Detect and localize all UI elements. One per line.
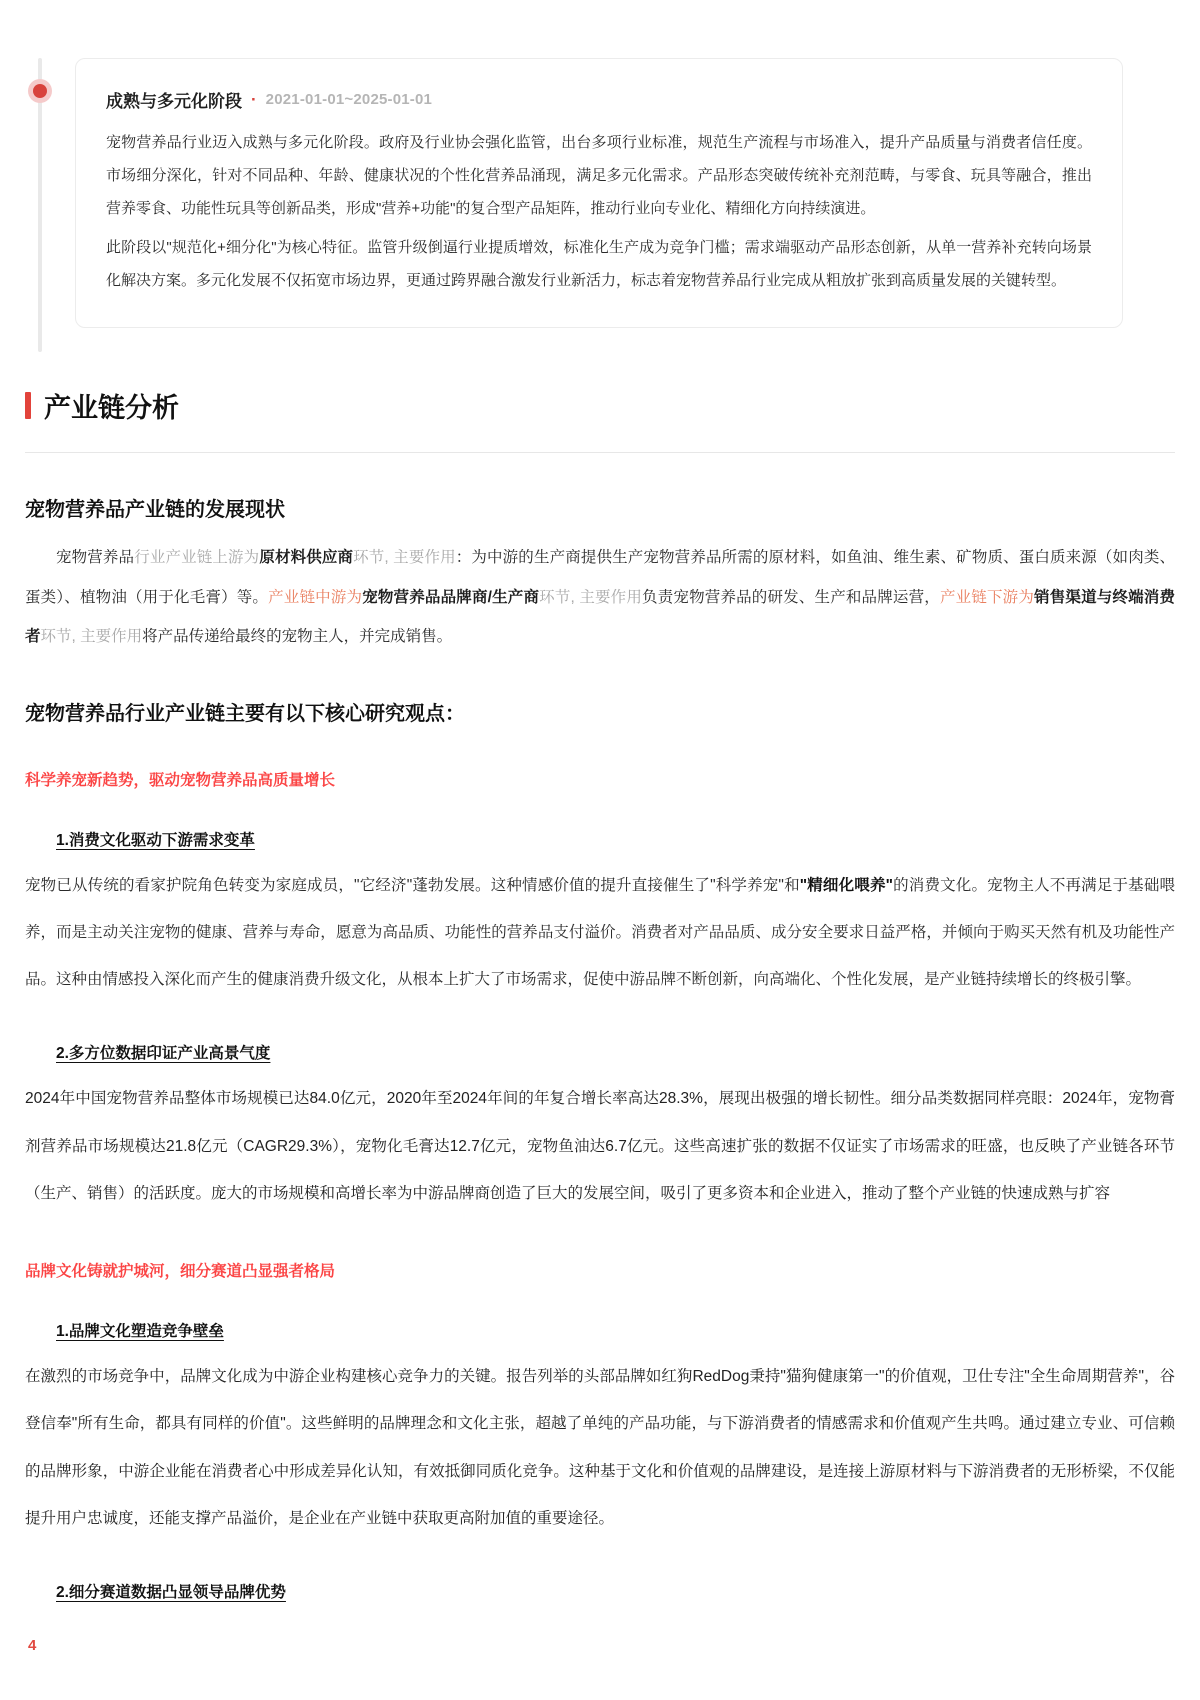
stage-paragraph: 此阶段以"规范化+细分化"为核心特征。监管升级倒逼行业提质增效，标准化生产成为竞争门槛；需求端驱动产品形态创新，从单一营养补充转向场景化解决方案。多元化发展不仅拓宽市场边界，更通过跨界融合激发行业新活力，标志着宠物营养品行业完成从粗放扩张到高质量发展的关键转型。: [106, 239, 1092, 289]
text-segment: 将产品传递给最终的宠物主人，并完成销售。: [142, 628, 453, 646]
point-heading: 1.品牌文化塑造竞争壁垒: [56, 1323, 224, 1341]
text-segment: ：为中游的生产商提供生产宠物营养品所需的原材料，如鱼油、维生素、矿物质、蛋白质来源（如肉类、蛋类）、植物油（用于化毛膏）等。: [25, 549, 1175, 606]
text-segment: 的消费文化。宠物主人不再满足于基础喂养，而是主动关注宠物的健康、营养与寿命，愿意为高品质、功能性的营养品支付溢价。消费者对产品品质、成分安全要求日益严格，并倾向于购买天然有机及功能性产品。这种由情感投入深化而产生的健康消费升级文化，从根本上扩大了市场需求，促使中游品牌不断创新，向高端化、个性化发展，是产业链持续增长的终极引擎。: [25, 876, 1175, 989]
text-segment: 行业产业链上游为: [134, 549, 260, 566]
timeline-dot-icon: [33, 84, 47, 98]
stage-title: 成熟与多元化阶段: [106, 92, 242, 111]
text-segment: 宠物已从传统的看家护院角色转变为家庭成员，"它经济"蓬勃发展。这种情感价值的提升直接催生了"科学养宠"和: [25, 876, 800, 894]
topic-title: 科学养宠新趋势，驱动宠物营养品高质量增长: [25, 771, 336, 789]
point-body-paragraph: 2024年中国宠物营养品整体市场规模已达84.0亿元，2020年至2024年间的年复合增长率高达28.3%，展现出极强的增长韧性。细分品类数据同样亮眼：2024年，宠物膏剂营养品市场规模达21.8亿元（CAGR29.3%），宠物化毛膏达12.7亿元，宠物鱼油达6.7亿元。这些高速扩张的数据不仅证实了市场需求的旺盛，也反映了产业链各环节（生产、销售）的活跃度。庞大的市场规模和高增长率为中游品牌商创造了巨大的发展空间，吸引了更多资本和企业进入，推动了整个产业链的快速成熟与扩容: [25, 1090, 1175, 1202]
section-title-text: 产业链分析: [44, 393, 179, 423]
topic-block: [25, 768, 1175, 1218]
current-status-paragraph: [25, 538, 1175, 657]
stage-date-range: 2021-01-01~2025-01-01: [265, 91, 433, 108]
point-body-paragraph: [25, 862, 1175, 1004]
point-heading: 1.消费文化驱动下游需求变革: [56, 831, 255, 849]
topic-title: 品牌文化铸就护城河，细分赛道凸显强者格局: [25, 1263, 336, 1281]
topic-block: [25, 1259, 1175, 1602]
point-body-paragraph: 在激烈的市场竞争中，品牌文化成为中游企业构建核心竞争力的关键。报告列举的头部品牌如红狗RedDog秉持"猫狗健康第一"的价值观，卫仕专注"全生命周期营养"，谷登信奉"所有生命，都具有同样的价值"。这些鲜明的品牌理念和文化主张，超越了单纯的产品功能，与下游消费者的情感需求和价值观产生共鸣。通过建立专业、可信赖的品牌形象，中游企业能在消费者心中形成差异化认知，有效抵御同质化竞争。这种基于文化和价值观的品牌建设，是连接上游原材料与下游消费者的无形桥梁，不仅能提升用户忠诚度，还能支撑产品溢价，是企业在产业链中获取更高附加值的重要途径。: [25, 1368, 1175, 1527]
timeline-line: [38, 58, 42, 352]
text-segment: 宠物营养品: [56, 549, 135, 566]
text-segment: 产业链下游为: [939, 588, 1035, 606]
point-heading: 2.细分赛道数据凸显领导品牌优势: [56, 1584, 286, 1602]
section-title: [25, 386, 1175, 425]
text-segment: 原材料供应商: [259, 549, 354, 566]
text-segment: 环节, 主要作用: [353, 549, 456, 566]
timeline-rail: [25, 58, 75, 328]
text-segment: 环节, 主要作用: [539, 588, 643, 606]
page-number: 4: [28, 1637, 37, 1654]
current-status-heading: 宠物营养品产业链的发展现状: [25, 499, 285, 521]
section-accent-bar: [25, 392, 31, 419]
text-segment: 环节, 主要作用: [40, 628, 143, 646]
stage-date-separator-icon: ·: [251, 89, 257, 109]
stage-paragraph: 宠物营养品行业迈入成熟与多元化阶段。政府及行业协会强化监管，出台多项行业标准，规范生产流程与市场准入，提升产品质量与消费者信任度。市场细分深化，针对不同品种、年龄、健康状况的个性化营养品涌现，满足多元化需求。产品形态突破传统补充剂范畴，与零食、玩具等融合，推出营养零食、功能性玩具等创新品类，形成"营养+功能"的复合型产品矩阵，推动行业向专业化、精细化方向持续演进。: [106, 134, 1092, 217]
stage-card: [75, 58, 1123, 328]
text-segment: 宠物营养品品牌商/生产商: [362, 588, 540, 606]
stage-header: [106, 87, 1092, 112]
text-segment-bold: "精细化喂养": [799, 876, 893, 894]
point-heading: 2.多方位数据印证产业高景气度: [56, 1045, 271, 1063]
text-segment: 产业链中游为: [268, 588, 363, 606]
text-segment: 销售渠道与终端消费者: [25, 588, 1175, 646]
timeline-section: [25, 58, 1175, 328]
section-divider: [25, 452, 1175, 453]
viewpoints-heading: 宠物营养品行业产业链主要有以下核心研究观点：: [25, 702, 465, 725]
text-segment: 负责宠物营养品的研发、生产和品牌运营，: [642, 588, 940, 606]
